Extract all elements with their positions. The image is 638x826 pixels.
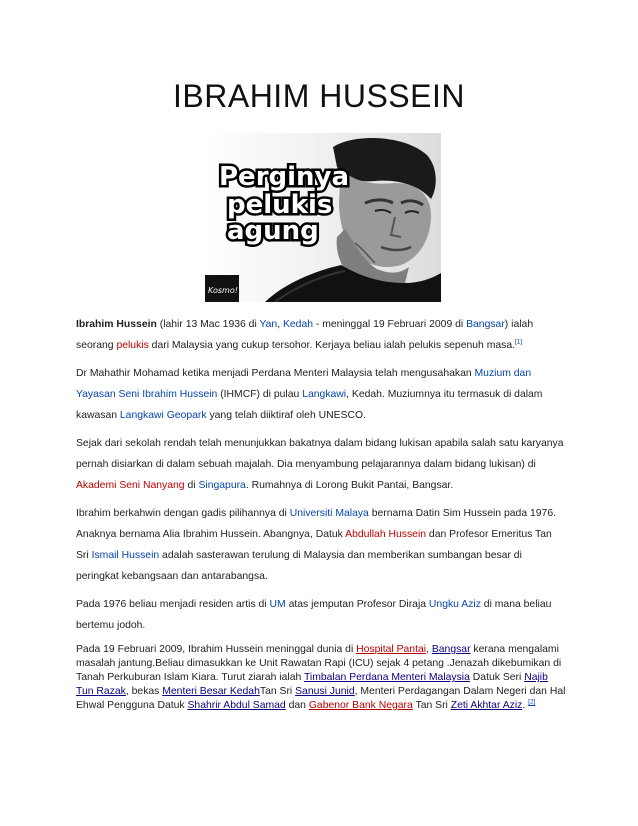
text: Sejak dari sekolah rendah telah menunjukkan bakatnya dalam bidang lukisan apabila salah satu karyanya pernah disiarkan di dalam sebuah majalah. Dia menyambung pelajarannya dalam bidang lukisan) di (76, 438, 564, 470)
text: , bekas (125, 686, 163, 697)
link-shahrir-abdul-samad[interactable]: Shahrir Abdul Samad (187, 700, 286, 711)
paragraph-family (76, 503, 566, 587)
text: Tan Sri (412, 700, 451, 711)
link-timbalan-perdana-menteri[interactable]: Timbalan Perdana Menteri Malaysia (303, 672, 470, 683)
caption-line-3: agung (227, 216, 319, 246)
link-zeti-akhtar-aziz[interactable]: Zeti Akhtar Aziz (450, 700, 523, 711)
text: Dr Mahathir Mohamad ketika menjadi Perdana Menteri Malaysia telah mengusahakan (76, 368, 475, 379)
text: (lahir 13 Mac 1936 di (156, 319, 260, 330)
page-title: IBRAHIM HUSSEIN (173, 78, 465, 114)
text: yang telah diiktiraf oleh UNESCO. (206, 410, 366, 421)
subject-name: Ibrahim Hussein (76, 319, 157, 330)
text: dari Malaysia yang cukup tersohor. Kerjaya beliau ialah pelukis sepenuh masa. (148, 340, 515, 351)
link-universiti-malaya[interactable]: Universiti Malaya (289, 508, 369, 519)
text: Datuk Seri (469, 672, 525, 683)
link-menteri-besar-kedah[interactable]: Menteri Besar Kedah (162, 686, 260, 697)
link-gabenor-bank-negara[interactable]: Gabenor Bank Negara (308, 700, 413, 711)
link-muzium[interactable]: Muzium dan Yayasan Seni Ibrahim Hussein (76, 368, 532, 400)
link-pelukis[interactable]: pelukis (116, 340, 149, 351)
paragraph-education (76, 433, 566, 496)
text: adalah sasterawan terulung di Malaysia dan memberikan sumbangan besar di peringkat kebangsaan dan antarabangsa. (76, 550, 522, 582)
text: . Rumahnya di Lorong Bukit Pantai, Bangsar. (245, 480, 454, 491)
link-sanusi-junid[interactable]: Sanusi Junid (295, 686, 355, 697)
text: , Kedah. Muziumnya itu termasuk di dalam kawasan (76, 389, 543, 421)
text: di mana beliau bertemu jodoh. (76, 599, 552, 631)
link-bangsar[interactable]: Bangsar (466, 319, 505, 330)
link-najib-tun-razak[interactable]: Najib Tun Razak (76, 672, 548, 697)
text: , (277, 319, 283, 330)
kosmo-logo-text: Kosmo! (208, 286, 238, 295)
text: bernama Datin Sim Hussein pada 1976. Anaknya bernama Alia Ibrahim Hussein. Abangnya, Datuk (76, 508, 556, 540)
link-bangsar-2[interactable]: Bangsar (431, 644, 471, 655)
text: kerana mengalami masalah jantung.Beliau dimasukkan ke Unit Rawatan Rapi (ICU) sejak 4 petang .Jenazah dikebumikan di Tanah Perkuburan Islam Kiara. Turut ziarah ialah (76, 644, 562, 683)
text: . (522, 700, 529, 711)
paragraph-museum (76, 363, 566, 426)
text: Pada 19 Februari 2009, Ibrahim Hussein meninggal dunia di (76, 644, 357, 655)
link-ismail-hussein[interactable]: Ismail Hussein (91, 550, 160, 561)
article-body (76, 314, 566, 720)
text: , Menteri Perdagangan Dalam Negeri dan Hal Ehwal Pengguna Datuk (76, 686, 566, 711)
portrait-photo (205, 133, 441, 302)
caption-line-2: pelukis (227, 190, 333, 220)
paragraph-intro (76, 314, 566, 356)
link-akademi-seni-nanyang[interactable]: Akademi Seni Nanyang (76, 480, 185, 491)
text: di (184, 480, 199, 491)
link-um[interactable]: UM (269, 599, 286, 610)
text: , (426, 644, 432, 655)
link-kedah[interactable]: Kedah (282, 319, 314, 330)
link-yan[interactable]: Yan (259, 319, 278, 330)
text: Tan Sri (259, 686, 296, 697)
text: dan Profesor Emeritus Tan Sri (76, 529, 552, 561)
paragraph-death (76, 643, 566, 713)
link-langkawi[interactable]: Langkawi (302, 389, 347, 400)
text: Pada 1976 beliau menjadi residen artis di (76, 599, 270, 610)
text: (IHMCF) di pulau (217, 389, 303, 400)
link-ungku-aziz[interactable]: Ungku Aziz (428, 599, 481, 610)
text: atas jemputan Profesor Diraja (285, 599, 429, 610)
caption-line-1: Perginya (219, 162, 350, 192)
text: Ibrahim berkahwin dengan gadis pilihannya di (76, 508, 290, 519)
link-langkawi-geopark[interactable]: Langkawi Geopark (119, 410, 207, 421)
reference-2[interactable]: [2] (528, 698, 536, 706)
text: ) ialah seorang (76, 319, 534, 351)
link-hospital-pantai[interactable]: Hospital Pantai (356, 644, 427, 655)
link-abdullah-hussein[interactable]: Abdullah Hussein (345, 529, 427, 540)
text: dan (285, 700, 309, 711)
link-singapura[interactable]: Singapura (198, 480, 246, 491)
text: - meninggal 19 Februari 2009 di (313, 319, 467, 330)
paragraph-residency (76, 594, 566, 636)
reference-1[interactable]: [1] (515, 338, 523, 346)
